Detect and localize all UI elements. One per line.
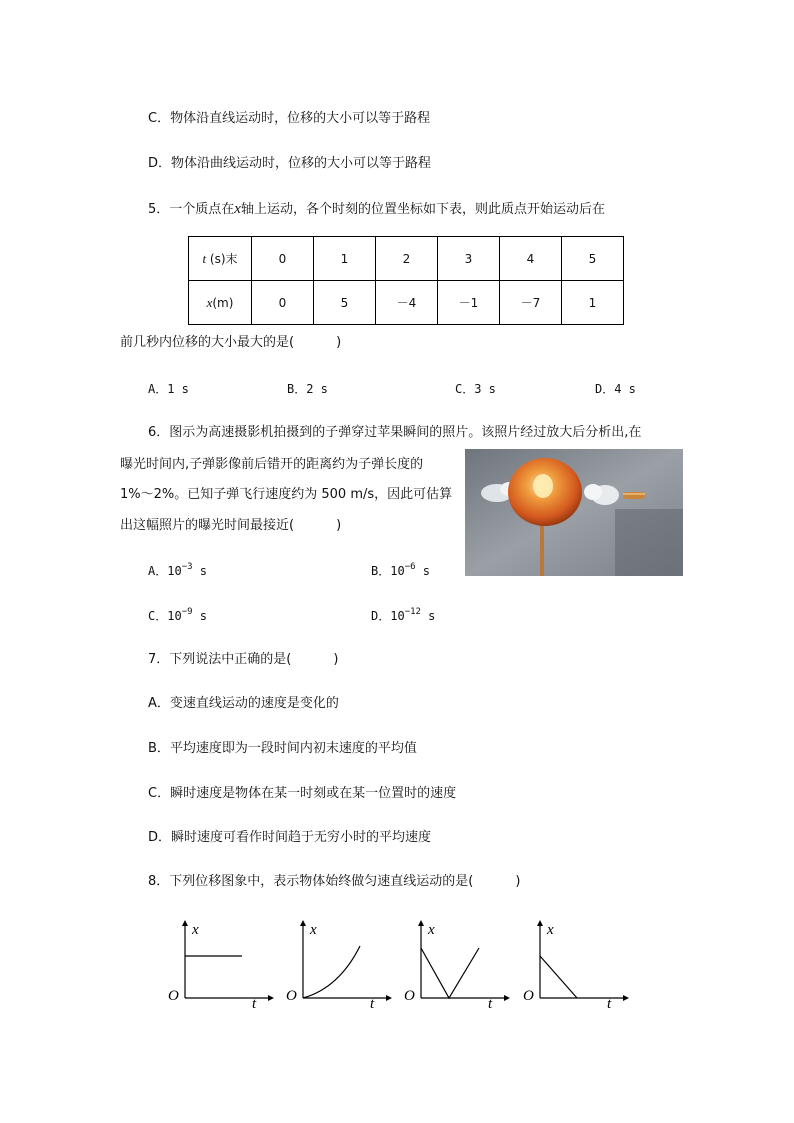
table-cell: －7 — [500, 281, 562, 325]
table-cell: －1 — [438, 281, 500, 325]
graph-origin-label: O — [404, 988, 415, 1004]
table-cell: 3 — [438, 237, 500, 281]
q6-option-d: D．$10^{-12}$ s — [371, 607, 436, 623]
graph-line — [421, 948, 479, 998]
table-cell: 5 — [314, 281, 376, 325]
bullet-apple-photo — [465, 449, 683, 576]
q6-stem-line4: 出这幅照片的曝光时间最接近( ) — [120, 518, 342, 533]
q5-option-d: D．4 s — [595, 382, 636, 396]
q4-option-c: C．物体沿直线运动时，位移的大小可以等于路程 — [148, 111, 431, 126]
q5-stem-var: x — [234, 201, 241, 217]
table-cell: 0 — [252, 237, 314, 281]
table-cell: －4 — [376, 281, 438, 325]
table-header-position: x(m) — [189, 281, 252, 325]
q6-option-a: A．$10^{-3}$ s — [148, 562, 207, 578]
q5-stem-continued: 前几秒内位移的大小最大的是( ) — [120, 335, 342, 350]
q7-option-c: C．瞬时速度是物体在某一时刻或在某一位置时的速度 — [148, 786, 457, 801]
table-cell: 5 — [562, 237, 624, 281]
table-cell: 4 — [500, 237, 562, 281]
graph-line — [303, 946, 360, 998]
graph-x-label: x — [310, 922, 317, 938]
table-header-time: t (s)末 — [189, 237, 252, 281]
position-table — [188, 236, 624, 325]
q5-option-a: A．1 s — [148, 382, 189, 396]
table-row-position — [189, 281, 624, 325]
graph-b-curve — [284, 918, 394, 1010]
table-cell: 1 — [562, 281, 624, 325]
q5-stem — [148, 200, 605, 219]
table-cell: 1 — [314, 237, 376, 281]
q6-option-c: C．$10^{-9}$ s — [148, 607, 207, 623]
graph-t-label: t — [607, 996, 612, 1010]
q7-stem: 7．下列说法中正确的是( ) — [148, 652, 339, 667]
table-row-time — [189, 237, 624, 281]
graph-c-v-shape — [402, 918, 512, 1010]
graph-origin-label: O — [168, 988, 179, 1004]
q7-option-a: A．变速直线运动的速度是变化的 — [148, 696, 339, 711]
graph-t-label: t — [370, 996, 375, 1010]
graph-x-label: x — [428, 922, 435, 938]
q7-option-b: B．平均速度即为一段时间内初末速度的平均值 — [148, 741, 417, 756]
q6-stem-line3: 1%～2%。已知子弹飞行速度约为 500 m/s，因此可估算 — [120, 487, 453, 502]
graph-d-decreasing — [521, 918, 631, 1010]
q6-option-b: B．$10^{-6}$ s — [371, 562, 430, 578]
graph-a-constant — [166, 918, 276, 1010]
q5-stem-post: 轴上运动，各个时刻的位置坐标如下表，则此质点开始运动后在 — [240, 202, 605, 217]
q5-option-b: B．2 s — [287, 382, 328, 396]
graph-x-label: x — [547, 922, 554, 938]
q7-option-d: D．瞬时速度可看作时间趋于无穷小时的平均速度 — [148, 830, 432, 845]
q6-stem-line2: 曝光时间内,子弹影像前后错开的距离约为子弹长度的 — [120, 457, 424, 472]
graph-origin-label: O — [286, 988, 297, 1004]
table-cell: 0 — [252, 281, 314, 325]
graph-x-label: x — [192, 922, 199, 938]
q5-stem-pre: 5．一个质点在 — [148, 202, 235, 217]
q4-option-d: D．物体沿曲线运动时，位移的大小可以等于路程 — [148, 156, 432, 171]
table-cell: 2 — [376, 237, 438, 281]
graph-t-label: t — [252, 996, 257, 1010]
q8-stem: 8．下列位移图象中，表示物体始终做匀速直线运动的是( ) — [148, 874, 521, 889]
q6-stem-line1: 6．图示为高速摄影机拍摄到的子弹穿过苹果瞬间的照片。该照片经过放大后分析出,在 — [148, 425, 642, 440]
graph-origin-label: O — [523, 988, 534, 1004]
graph-t-label: t — [488, 996, 493, 1010]
q5-option-c: C．3 s — [455, 382, 496, 396]
graph-line — [540, 956, 577, 998]
